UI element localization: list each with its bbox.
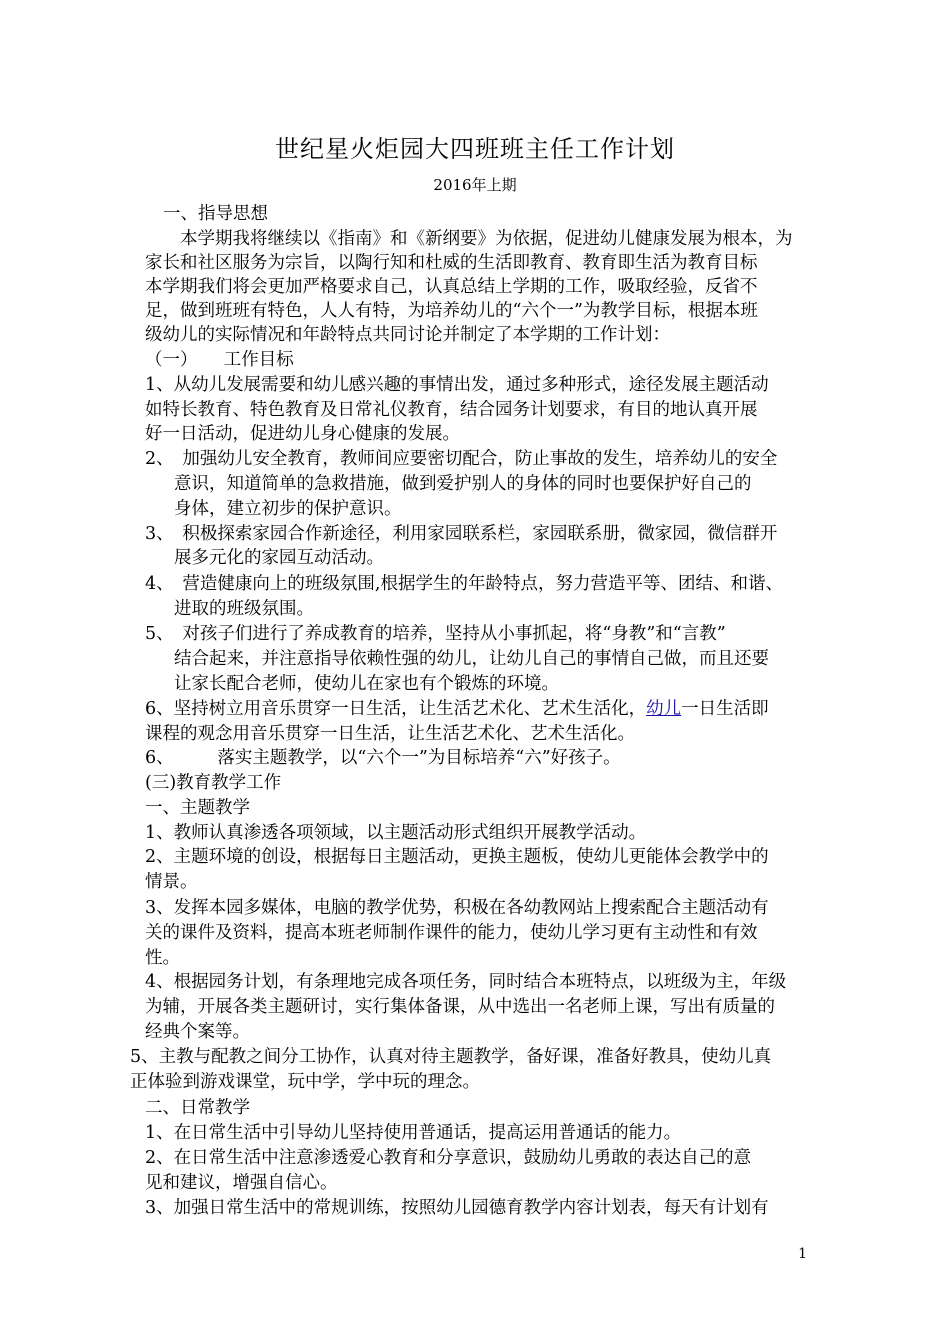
list-item-line: 6、 落实主题教学，以“六个一”为目标培养“六”好孩子。	[145, 748, 621, 768]
list-item-line: 1、从幼儿发展需要和幼儿感兴趣的事情出发，通过多种形式，途径发展主题活动	[145, 375, 769, 395]
section-heading: 二、日常教学	[145, 1098, 250, 1118]
list-item-line: 1、教师认真渗透各项领域，以主题活动形式组织开展教学活动。	[145, 823, 647, 843]
list-item-line: 3、加强日常生活中的常规训练，按照幼儿园德育教学内容计划表，每天有计划有	[145, 1198, 769, 1218]
list-item-line: 如特长教育、特色教育及日常礼仪教育，结合园务计划要求，有目的地认真开展	[145, 400, 758, 420]
document-subtitle: 2016年上期	[433, 176, 517, 194]
list-item-line: 展多元化的家园互动活动。	[174, 548, 384, 568]
section-heading: （一） 工作目标	[145, 350, 294, 370]
inline-link[interactable]: 幼儿	[646, 699, 682, 719]
list-item-line: 经典个案等。	[145, 1022, 250, 1042]
paragraph-line: 家长和社区服务为宗旨，以陶行知和杜威的生活即教育、教育即生活为教育目标	[145, 253, 758, 273]
list-item-line: 4、 营造健康向上的班级氛围,根据学生的年龄特点，努力营造平等、团结、和谐、	[145, 574, 783, 594]
list-item-line: 1、在日常生活中引导幼儿坚持使用普通话，提高运用普通话的能力。	[145, 1123, 682, 1143]
list-item-line: 3、 积极探索家园合作新途径，利用家园联系栏，家园联系册，微家园，微信群开	[145, 524, 778, 544]
list-item-line: 课程的观念用音乐贯穿一日生活，让生活艺术化、艺术生活化。	[145, 724, 635, 744]
document-title: 世纪星火炬园大四班班主任工作计划	[275, 135, 675, 163]
list-item-line: 见和建议，增强自信心。	[145, 1173, 338, 1193]
list-item-line: 关的课件及资料，提高本班老师制作课件的能力，使幼儿学习更有主动性和有效	[145, 923, 758, 943]
list-item-line: 为辅，开展各类主题研讨，实行集体备课，从中选出一名老师上课，写出有质量的	[145, 997, 775, 1017]
paragraph-line: 本学期我将继续以《指南》和《新纲要》为依据，促进幼儿健康发展为根本，为	[180, 229, 793, 249]
list-item-line: 4、根据园务计划，有条理地完成各项任务，同时结合本班特点，以班级为主，年级	[145, 972, 787, 992]
page-number: 1	[798, 1246, 807, 1262]
paragraph-line: 本学期我们将会更加严格要求自己，认真总结上学期的工作，吸取经验，反省不	[145, 277, 758, 297]
list-item-line	[145, 697, 769, 721]
text-segment: 一日生活即	[681, 699, 769, 719]
list-item-line: 2、在日常生活中注意渗透爱心教育和分享意识，鼓励幼儿勇敢的表达自己的意	[145, 1148, 752, 1168]
paragraph-line: 足，做到班班有特色，人人有特，为培养幼儿的“六个一”为教学目标，根据本班	[145, 301, 758, 321]
list-item-line: 2、主题环境的创设，根据每日主题活动，更换主题板，使幼儿更能体会教学中的	[145, 847, 769, 867]
text-segment: 6、坚持树立用音乐贯穿一日生活，让生活艺术化、艺术生活化，	[145, 699, 647, 719]
list-item-line: 让家长配合老师，使幼儿在家也有个锻炼的环境。	[174, 674, 559, 694]
list-item-line: 2、 加强幼儿安全教育，教师间应要密切配合，防止事故的发生，培养幼儿的安全	[145, 449, 778, 469]
list-item-line: 性。	[145, 948, 180, 968]
list-item-line: 进取的班级氛围。	[174, 599, 314, 619]
paragraph-line: 级幼儿的实际情况和年龄特点共同讨论并制定了本学期的工作计划：	[145, 325, 670, 345]
section-heading: (三)教育教学工作	[145, 773, 282, 793]
list-item-line: 5、 对孩子们进行了养成教育的培养，坚持从小事抓起，将“身教”和“言教”	[145, 624, 726, 644]
list-item-line: 情景。	[145, 872, 198, 892]
list-item-line: 意识，知道简单的急救措施，做到爱护别人的身体的同时也要保护好自己的	[174, 474, 752, 494]
paragraph-line: 一、指导思想	[163, 204, 268, 224]
list-item-line: 好一日活动，促进幼儿身心健康的发展。	[145, 424, 460, 444]
list-item-line: 结合起来，并注意指导依赖性强的幼儿，让幼儿自己的事情自己做，而且还要	[174, 649, 769, 669]
list-item-line: 3、发挥本园多媒体，电脑的教学优势，积极在各幼教网站上搜索配合主题活动有	[145, 898, 769, 918]
list-item-line: 5、主教与配教之间分工协作，认真对待主题教学，备好课，准备好教具，使幼儿真	[130, 1047, 772, 1067]
section-heading: 一、主题教学	[145, 798, 250, 818]
list-item-line: 正体验到游戏课堂，玩中学，学中玩的理念。	[130, 1072, 480, 1092]
list-item-line: 身体，建立初步的保护意识。	[174, 499, 402, 519]
